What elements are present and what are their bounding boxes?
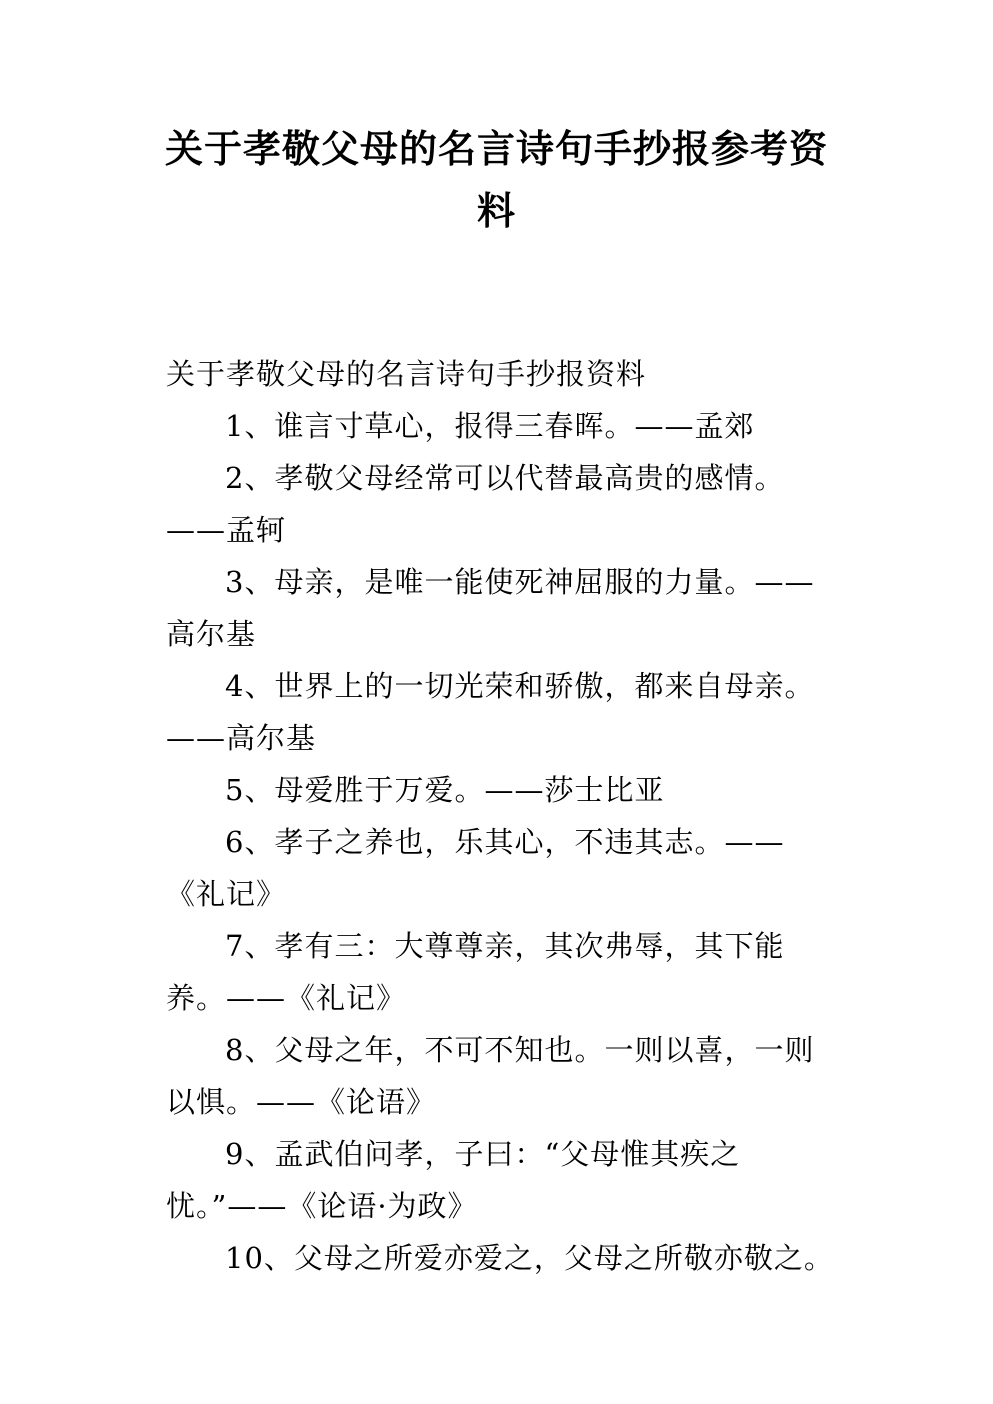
quote-paragraph-4: 4、世界上的一切光荣和骄傲，都来自母亲。——高尔基 (166, 669, 815, 755)
intro-line: 关于孝敬父母的名言诗句手抄报资料 (166, 357, 647, 391)
document-body (166, 348, 834, 1284)
quote-paragraph-3: 3、母亲，是唯一能使死神屈服的力量。——高尔基 (166, 565, 815, 651)
quote-paragraph-9: 9、孟武伯问孝，子曰：“父母惟其疾之忧。”——《论语·为政》 (166, 1137, 741, 1223)
quote-paragraph-10: 10、父母之所爱亦爱之，父母之所敬亦敬之。 (225, 1241, 834, 1275)
quote-paragraph-2: 2、孝敬父母经常可以代替最高贵的感情。——孟轲 (166, 461, 785, 547)
quote-paragraph-1: 1、谁言寸草心，报得三春晖。——孟郊 (225, 409, 755, 443)
quote-paragraph-5: 5、母爱胜于万爱。——莎士比亚 (225, 773, 665, 807)
quote-paragraph-8: 8、父母之年，不可不知也。一则以喜，一则以惧。——《论语》 (166, 1033, 815, 1119)
quote-paragraph-6: 6、孝子之养也，乐其心，不违其志。——《礼记》 (166, 825, 785, 911)
document-title: 关于孝敬父母的名言诗句手抄报参考资料 (164, 127, 828, 233)
quote-paragraph-7: 7、孝有三：大尊尊亲，其次弗辱，其下能养。——《礼记》 (166, 929, 785, 1015)
